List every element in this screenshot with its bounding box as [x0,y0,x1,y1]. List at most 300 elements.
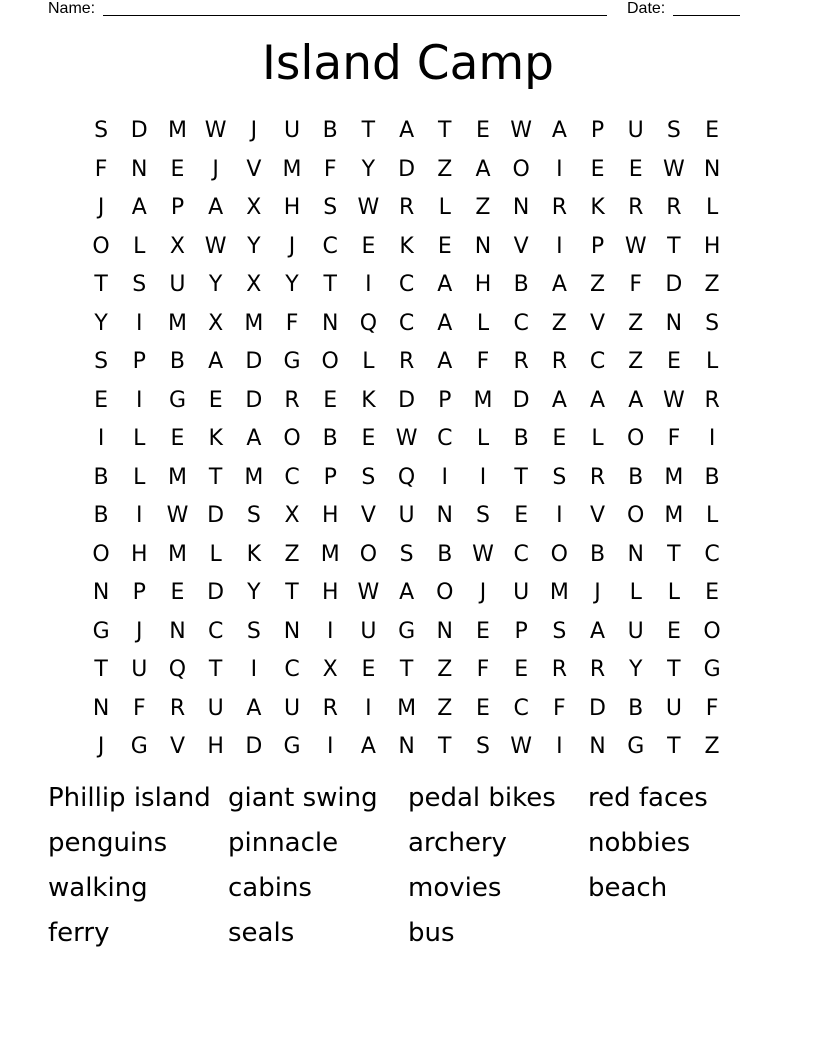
grid-letter[interactable]: P [438,387,452,413]
grid-letter[interactable]: M [549,580,569,606]
grid-letter[interactable]: X [208,310,224,336]
grid-letter[interactable]: T [208,657,223,683]
grid-letter[interactable]: P [590,233,605,259]
grid-letter[interactable]: V [246,156,262,182]
grid-letter[interactable]: E [323,387,338,413]
grid-letter[interactable]: M [664,464,684,490]
grid-letter[interactable]: N [283,618,301,644]
letter-grid [82,112,731,767]
grid-letter[interactable]: D [207,503,225,529]
grid-letter[interactable]: M [244,464,264,490]
grid-letter[interactable]: B [513,272,529,298]
grid-letter[interactable]: R [589,657,606,683]
grid-letter[interactable]: S [94,118,109,144]
grid-letter[interactable]: C [589,349,606,375]
grid-letter[interactable]: W [357,195,380,221]
grid-letter[interactable]: A [208,349,224,375]
grid-letter[interactable]: N [474,233,492,259]
grid-letter[interactable]: K [361,387,376,413]
grid-letter[interactable]: C [513,695,529,721]
page-title: Island Camp [261,36,554,91]
grid-letter[interactable]: R [551,349,567,375]
grid-letter[interactable]: Y [208,272,223,298]
grid-letter[interactable]: E [705,580,720,606]
grid-letter[interactable]: E [170,580,185,606]
grid-letter[interactable]: I [479,464,487,490]
grid-letter[interactable]: B [93,464,109,490]
grid-letter[interactable]: T [667,541,681,567]
grid-letter[interactable]: A [246,695,262,721]
grid-letter[interactable]: R [666,195,682,221]
grid-letter[interactable]: N [131,156,148,182]
grid-letter[interactable]: O [436,580,454,606]
grid-letter[interactable]: M [320,541,340,567]
grid-letter[interactable]: M [282,156,302,182]
grid-letter[interactable]: E [361,657,376,683]
grid-letter[interactable]: N [703,156,721,182]
grid-letter[interactable]: A [437,310,453,336]
grid-letter[interactable]: T [667,233,681,259]
grid-letter[interactable]: T [399,657,414,683]
grid-letter[interactable]: R [169,695,186,721]
grid-letter[interactable]: T [94,657,108,683]
grid-letter[interactable]: A [551,387,567,413]
grid-letter[interactable]: H [703,233,721,259]
grid-letter[interactable]: P [132,349,146,375]
grid-letter[interactable]: T [208,464,223,490]
grid-letter[interactable]: L [133,426,146,452]
grid-letter[interactable]: E [514,503,529,529]
grid-letter[interactable]: M [167,464,187,490]
word-list-item: pedal bikes [408,783,556,813]
grid-letter[interactable]: R [589,464,606,490]
grid-letter[interactable]: R [628,195,644,221]
grid-letter[interactable]: A [437,349,453,375]
grid-letter[interactable]: A [399,580,415,606]
grid-letter[interactable]: S [132,272,147,298]
grid-letter[interactable]: S [666,118,681,144]
grid-letter[interactable]: M [664,503,684,529]
grid-letter[interactable]: X [284,503,300,529]
grid-letter[interactable]: G [283,349,301,375]
grid-letter[interactable]: B [513,426,529,452]
grid-letter[interactable]: M [397,695,417,721]
grid-letter[interactable]: Z [628,349,644,375]
grid-letter[interactable]: T [514,464,528,490]
grid-letter[interactable]: A [246,426,262,452]
grid-letter[interactable]: D [245,349,263,375]
grid-letter[interactable]: F [667,426,681,452]
grid-letter[interactable]: T [323,272,337,298]
grid-letter[interactable]: H [283,195,301,221]
grid-letter[interactable]: V [360,503,376,529]
grid-letter[interactable]: P [323,464,337,490]
grid-letter[interactable]: C [207,618,224,644]
grid-letter[interactable]: C [322,233,338,259]
grid-letter[interactable]: U [513,580,530,606]
grid-letter[interactable]: G [130,734,148,760]
grid-letter[interactable]: S [475,734,490,760]
grid-letter[interactable]: S [94,349,109,375]
grid-letter[interactable]: W [357,580,380,606]
grid-letter[interactable]: Z [475,195,491,221]
grid-letter[interactable]: R [513,349,529,375]
grid-letter[interactable]: R [551,657,567,683]
grid-letter[interactable]: I [326,734,334,760]
grid-letter[interactable]: I [556,156,563,182]
grid-letter[interactable]: E [666,618,681,644]
grid-letter[interactable]: V [590,503,606,529]
grid-letter[interactable]: Y [247,233,261,259]
grid-letter[interactable]: J [288,233,296,259]
grid-letter[interactable]: X [246,195,262,221]
grid-letter[interactable]: C [398,310,415,336]
grid-letter[interactable]: O [92,233,110,259]
grid-letter[interactable]: Y [94,310,108,336]
grid-letter[interactable]: K [246,541,262,567]
grid-letter[interactable]: W [624,233,647,259]
grid-letter[interactable]: L [362,349,375,375]
grid-letter[interactable]: H [131,541,148,567]
grid-letter[interactable]: T [285,580,299,606]
grid-letter[interactable]: Z [437,695,453,721]
grid-letter[interactable]: W [472,541,494,567]
grid-letter[interactable]: W [663,156,685,182]
grid-letter[interactable]: R [284,387,300,413]
grid-letter[interactable]: E [208,387,223,413]
grid-letter[interactable]: F [476,657,490,683]
grid-letter[interactable]: M [473,387,493,413]
grid-letter[interactable]: C [513,541,529,567]
grid-letter[interactable]: R [551,195,567,221]
grid-letter[interactable]: K [590,195,605,221]
grid-letter[interactable]: S [399,541,414,567]
grid-letter[interactable]: H [321,503,339,529]
grid-letter[interactable]: M [167,310,187,336]
grid-letter[interactable]: I [556,233,563,259]
grid-letter[interactable]: G [283,734,301,760]
grid-letter[interactable]: R [398,349,415,375]
grid-letter[interactable]: Z [704,272,720,298]
grid-letter[interactable]: E [170,426,185,452]
word-list-item: pinnacle [228,828,339,858]
grid-letter[interactable]: I [136,503,143,529]
grid-letter[interactable]: I [136,387,143,413]
grid-letter[interactable]: E [514,657,529,683]
grid-letter[interactable]: G [168,387,186,413]
grid-letter[interactable]: N [92,580,110,606]
grid-letter[interactable]: U [398,503,415,529]
grid-letter[interactable]: S [361,464,376,490]
grid-letter[interactable]: I [326,618,334,644]
grid-letter[interactable]: C [513,310,529,336]
grid-letter[interactable]: N [398,734,415,760]
grid-letter[interactable]: A [131,195,147,221]
grid-letter[interactable]: A [208,195,224,221]
grid-letter[interactable]: E [170,156,185,182]
grid-letter[interactable]: D [245,387,263,413]
grid-letter[interactable]: E [94,387,109,413]
grid-letter[interactable]: H [207,734,224,760]
grid-letter[interactable]: U [283,695,301,721]
grid-letter[interactable]: C [704,541,720,567]
grid-letter[interactable]: L [667,580,681,606]
grid-letter[interactable]: Z [589,272,606,298]
grid-letter[interactable]: U [207,695,224,721]
grid-letter[interactable]: J [479,580,487,606]
grid-letter[interactable]: R [322,695,338,721]
grid-letter[interactable]: I [556,734,563,760]
grid-letter[interactable]: E [628,156,643,182]
grid-letter[interactable]: L [476,426,490,452]
grid-letter[interactable]: F [629,272,643,298]
grid-letter[interactable]: M [167,118,187,144]
grid-letter[interactable]: O [703,618,721,644]
grid-letter[interactable]: S [323,195,338,221]
grid-letter[interactable]: X [169,233,185,259]
grid-letter[interactable]: J [136,618,143,644]
grid-letter[interactable]: O [321,349,339,375]
grid-letter[interactable]: E [361,426,376,452]
grid-letter[interactable]: O [359,541,378,567]
grid-letter[interactable]: L [209,541,222,567]
grid-letter[interactable]: A [551,272,567,298]
grid-letter[interactable]: K [399,233,414,259]
grid-letter[interactable]: D [130,118,148,144]
grid-letter[interactable]: F [285,310,299,336]
grid-letter[interactable]: L [476,310,490,336]
grid-letter[interactable]: I [708,426,716,452]
grid-letter[interactable]: U [665,695,682,721]
grid-letter[interactable]: B [437,541,453,567]
grid-letter[interactable]: A [590,387,606,413]
grid-row [82,382,731,421]
grid-letter[interactable]: S [552,464,567,490]
grid-letter[interactable]: E [476,118,490,144]
grid-letter[interactable]: D [398,387,416,413]
grid-letter[interactable]: N [321,310,339,336]
grid-letter[interactable]: E [476,618,490,644]
grid-letter[interactable]: T [667,657,681,683]
grid-letter[interactable]: W [510,118,533,144]
grid-letter[interactable]: I [97,426,105,452]
grid-letter[interactable]: E [705,118,720,144]
grid-letter[interactable]: O [550,541,568,567]
grid-letter[interactable]: E [590,156,605,182]
grid-letter[interactable]: T [361,118,376,144]
grid-letter[interactable]: A [437,272,453,298]
grid-letter[interactable]: J [97,195,105,221]
grid-letter[interactable]: Q [397,464,416,490]
grid-letter[interactable]: B [169,349,186,375]
grid-letter[interactable]: O [283,426,301,452]
grid-letter[interactable]: E [666,349,681,375]
grid-letter[interactable]: E [552,426,567,452]
grid-letter[interactable]: O [512,156,530,182]
grid-letter[interactable]: Q [168,657,187,683]
grid-letter[interactable]: Y [361,156,376,182]
grid-letter[interactable]: U [169,272,186,298]
grid-letter[interactable]: B [628,464,644,490]
grid-row [82,536,731,575]
grid-letter[interactable]: Y [285,272,299,298]
grid-letter[interactable]: H [474,272,492,298]
grid-letter[interactable]: J [594,580,601,606]
grid-letter[interactable]: Y [247,580,261,606]
grid-letter[interactable]: N [627,541,644,567]
grid-letter[interactable]: N [169,618,186,644]
grid-letter[interactable]: N [436,503,454,529]
grid-letter[interactable]: J [212,156,219,182]
grid-letter[interactable]: P [170,195,185,221]
grid-letter[interactable]: Z [551,310,567,336]
word-list-item: bus [408,918,455,948]
grid-letter[interactable]: N [665,310,683,336]
grid-letter[interactable]: F [94,156,108,182]
grid-letter[interactable]: L [705,195,719,221]
grid-letter[interactable]: O [627,426,645,452]
grid-letter[interactable]: Q [359,310,378,336]
grid-letter[interactable]: I [365,272,372,298]
grid-letter[interactable]: F [476,349,490,375]
grid-letter[interactable]: I [365,695,372,721]
grid-letter[interactable]: U [360,618,377,644]
grid-letter[interactable]: M [167,541,187,567]
grid-row [82,112,731,151]
grid-letter[interactable]: D [398,156,416,182]
grid-letter[interactable]: J [97,734,105,760]
grid-letter[interactable]: I [556,503,563,529]
grid-letter[interactable]: V [169,734,185,760]
grid-letter[interactable]: H [321,580,339,606]
grid-letter[interactable]: A [551,118,567,144]
grid-letter[interactable]: L [438,195,451,221]
grid-letter[interactable]: G [703,657,721,683]
grid-letter[interactable]: Y [628,657,643,683]
grid-letter[interactable]: A [475,156,491,182]
grid-letter[interactable]: W [204,118,227,144]
grid-letter[interactable]: U [131,657,148,683]
grid-letter[interactable]: L [133,233,146,259]
grid-letter[interactable]: B [322,426,338,452]
grid-letter[interactable]: B [704,464,720,490]
grid-letter[interactable]: Z [437,657,453,683]
grid-letter[interactable]: L [133,464,146,490]
grid-letter[interactable]: A [628,387,644,413]
grid-letter[interactable]: M [244,310,264,336]
grid-letter[interactable]: O [92,541,110,567]
grid-letter[interactable]: B [93,503,109,529]
grid-letter[interactable]: L [591,426,604,452]
grid-letter[interactable]: K [208,426,223,452]
grid-letter[interactable]: W [663,387,685,413]
grid-letter[interactable]: B [322,118,338,144]
grid-letter[interactable]: G [627,734,645,760]
grid-letter[interactable]: A [590,618,606,644]
grid-letter[interactable]: X [246,272,262,298]
grid-letter[interactable]: D [245,734,263,760]
grid-letter[interactable]: N [589,734,606,760]
grid-letter[interactable]: A [360,734,376,760]
grid-letter[interactable]: Z [437,156,453,182]
grid-letter[interactable]: W [395,426,418,452]
grid-letter[interactable]: R [398,195,415,221]
grid-letter[interactable]: T [438,118,452,144]
word-list-item: Phillip island [48,783,211,813]
grid-letter[interactable]: E [476,695,490,721]
grid-letter[interactable]: Z [628,310,644,336]
grid-letter[interactable]: L [629,580,642,606]
grid-letter[interactable]: S [475,503,490,529]
grid-letter[interactable]: D [207,580,225,606]
grid-letter[interactable]: N [512,195,530,221]
grid-letter[interactable]: V [590,310,606,336]
grid-letter[interactable]: S [246,503,261,529]
grid-letter[interactable]: T [438,734,452,760]
grid-letter[interactable]: U [283,118,301,144]
grid-letter[interactable]: U [627,618,644,644]
grid-letter[interactable]: C [437,426,453,452]
grid-letter[interactable]: E [361,233,376,259]
grid-letter[interactable]: F [705,695,719,721]
grid-letter[interactable]: G [92,618,110,644]
grid-letter[interactable]: A [399,118,415,144]
grid-letter[interactable]: Z [284,541,300,567]
grid-letter[interactable]: G [398,618,416,644]
grid-letter[interactable]: B [628,695,644,721]
grid-letter[interactable]: F [323,156,337,182]
grid-letter[interactable]: S [246,618,261,644]
grid-letter[interactable]: C [284,657,300,683]
grid-letter[interactable]: W [204,233,227,259]
grid-letter[interactable]: I [441,464,449,490]
grid-letter[interactable]: L [705,349,719,375]
grid-row [82,228,731,267]
grid-letter[interactable]: N [92,695,110,721]
grid-letter[interactable]: I [250,657,258,683]
grid-letter[interactable]: P [132,580,146,606]
grid-letter[interactable]: I [136,310,143,336]
grid-letter[interactable]: P [514,618,528,644]
grid-letter[interactable]: U [627,118,644,144]
grid-letter[interactable]: E [437,233,452,259]
grid-letter[interactable]: J [250,118,258,144]
grid-letter[interactable]: T [667,734,681,760]
grid-letter[interactable]: D [512,387,530,413]
grid-letter[interactable]: B [589,541,606,567]
grid-letter[interactable]: L [705,503,719,529]
grid-letter[interactable]: N [436,618,454,644]
grid-letter[interactable]: X [322,657,338,683]
grid-letter[interactable]: O [627,503,645,529]
grid-letter[interactable]: S [552,618,567,644]
grid-letter[interactable]: D [589,695,606,721]
grid-letter[interactable]: P [590,118,605,144]
grid-letter[interactable]: Z [704,734,720,760]
grid-letter[interactable]: C [398,272,415,298]
grid-letter[interactable]: V [513,233,529,259]
grid-letter[interactable]: S [705,310,720,336]
grid-letter[interactable]: F [553,695,566,721]
grid-letter[interactable]: W [166,503,189,529]
grid-letter[interactable]: F [132,695,146,721]
grid-letter[interactable]: W [510,734,533,760]
word-list-item: archery [408,828,507,858]
grid-letter[interactable]: T [94,272,108,298]
grid-letter[interactable]: C [284,464,300,490]
grid-letter[interactable]: R [704,387,720,413]
grid-letter[interactable]: D [665,272,683,298]
